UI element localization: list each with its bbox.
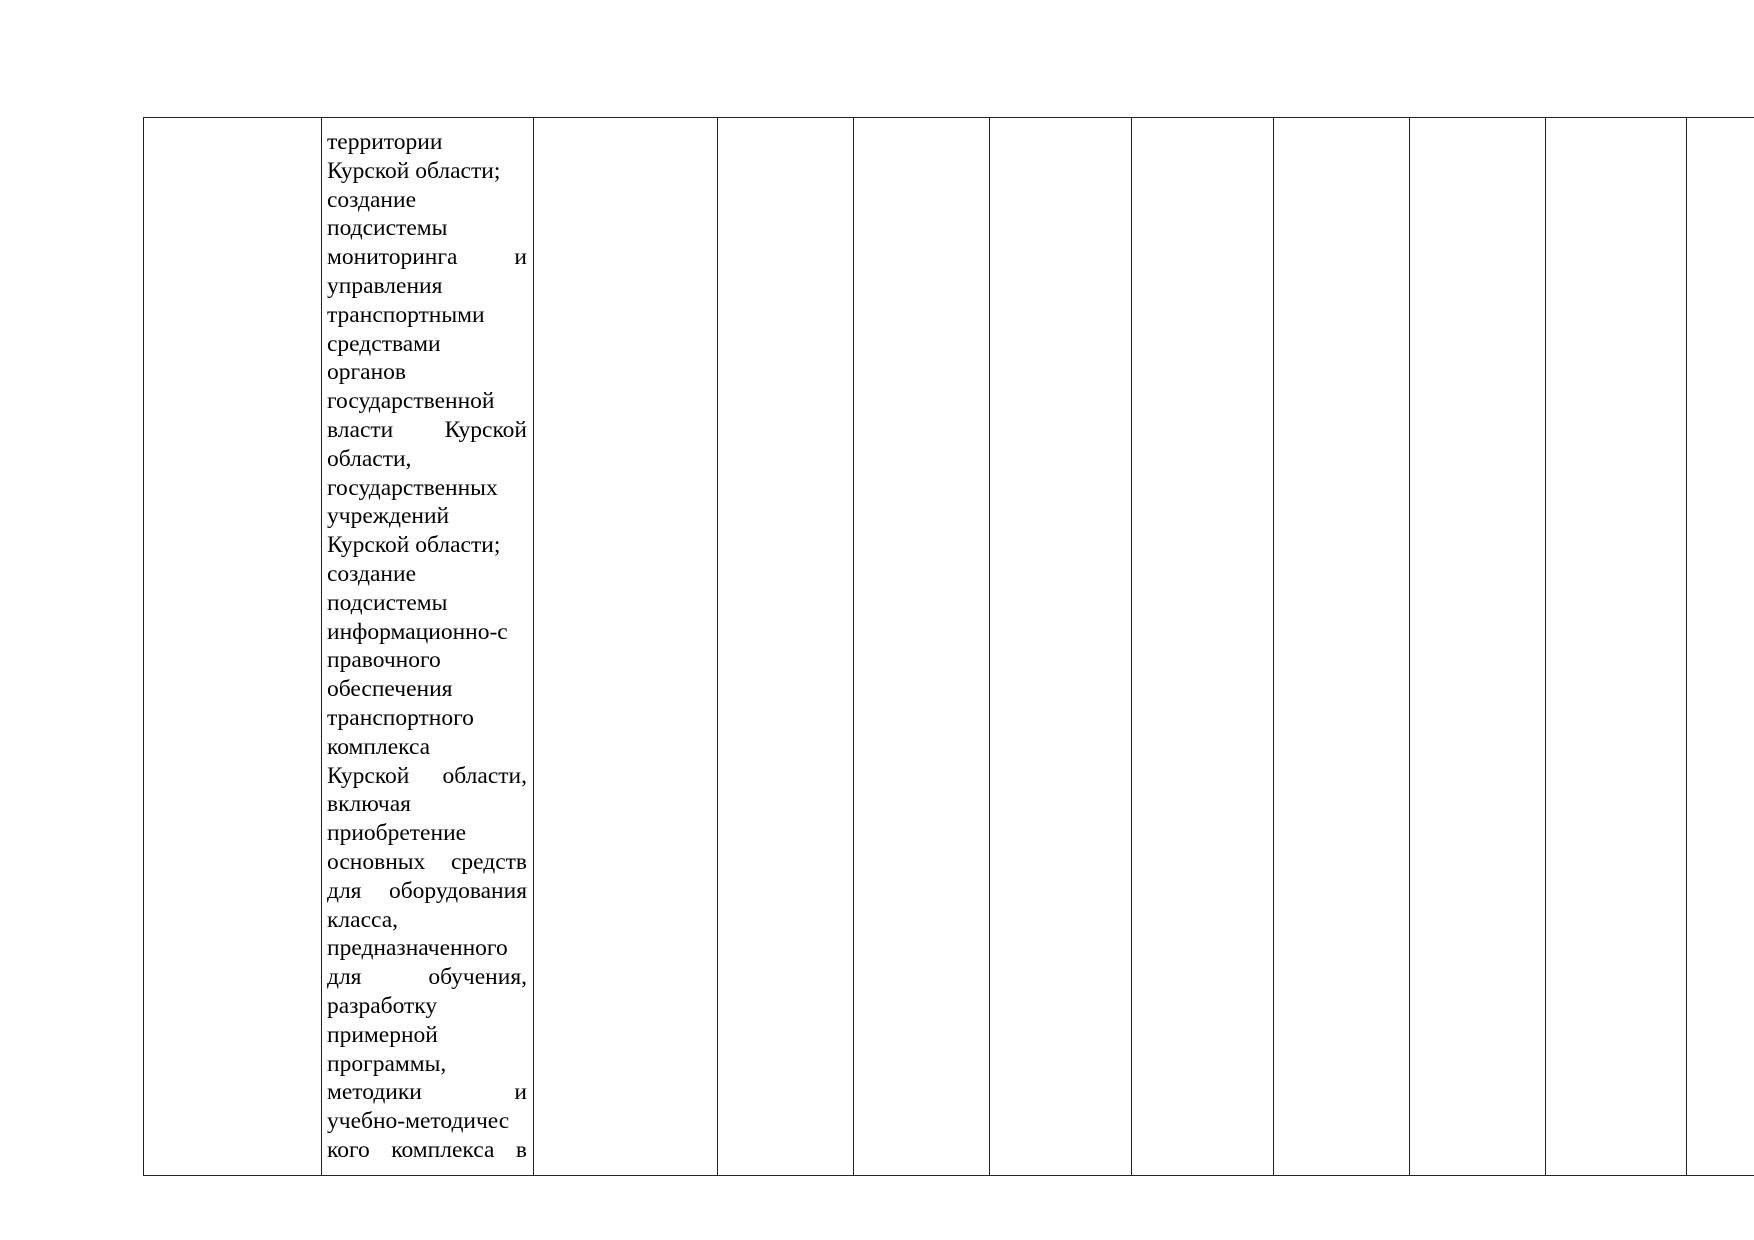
cell-text-line: Курской области; [327, 157, 501, 184]
cell-text-line: обеспечения [327, 676, 453, 703]
cell-text-line: учреждений [327, 503, 450, 530]
cell-text-line: для обучения, [327, 964, 527, 991]
column-divider [853, 118, 854, 1175]
cell-text-line: средствами [327, 330, 441, 357]
table-cell-description [327, 128, 527, 1165]
cell-text-line: примерной [327, 1021, 438, 1048]
column-divider [1686, 118, 1687, 1175]
cell-text-line: информационно-с [327, 618, 508, 645]
column-divider [717, 118, 718, 1175]
cell-text-line: органов [327, 359, 406, 386]
cell-text-line: предназначенного [327, 935, 508, 962]
cell-text-line: методики и [327, 1079, 527, 1106]
cell-text-line: создание [327, 186, 417, 213]
cell-text-line: класса, [327, 906, 399, 933]
cell-text-line: основных средств [327, 848, 527, 875]
cell-text-line: области, [327, 445, 412, 472]
cell-text-line: подсистемы [327, 215, 448, 242]
cell-text-line: правочного [327, 647, 441, 674]
column-divider [1545, 118, 1546, 1175]
column-divider [533, 118, 534, 1175]
cell-text-line: власти Курской [327, 416, 527, 443]
cell-text-line: кого комплекса в [327, 1136, 527, 1163]
column-divider [989, 118, 990, 1175]
cell-text-line: транспортного [327, 704, 474, 731]
cell-text-line: создание [327, 560, 417, 587]
cell-text-line: Курской области; [327, 532, 501, 559]
cell-text-line: управления [327, 272, 443, 299]
cell-text-line: Курской области, [327, 762, 527, 789]
cell-text-line: территории [327, 129, 443, 155]
cell-text-line: государственной [327, 388, 495, 415]
column-divider [1131, 118, 1132, 1175]
column-divider [321, 118, 322, 1175]
column-divider [1409, 118, 1410, 1175]
cell-text-line: комплекса [327, 733, 431, 760]
cell-text-line: для оборудования [327, 877, 527, 904]
cell-text-line: разработку [327, 992, 438, 1019]
cell-text-line: включая [327, 791, 411, 818]
cell-text-line: приобретение [327, 820, 467, 847]
column-divider [1273, 118, 1274, 1175]
cell-text-line: подсистемы [327, 589, 448, 616]
cell-text-line: учебно-методичес [327, 1108, 510, 1135]
cell-text-line: программы, [327, 1050, 447, 1077]
cell-text-line: мониторинга и [327, 244, 527, 271]
cell-text-line: транспортными [327, 301, 485, 328]
cell-text-line: государственных [327, 474, 498, 501]
